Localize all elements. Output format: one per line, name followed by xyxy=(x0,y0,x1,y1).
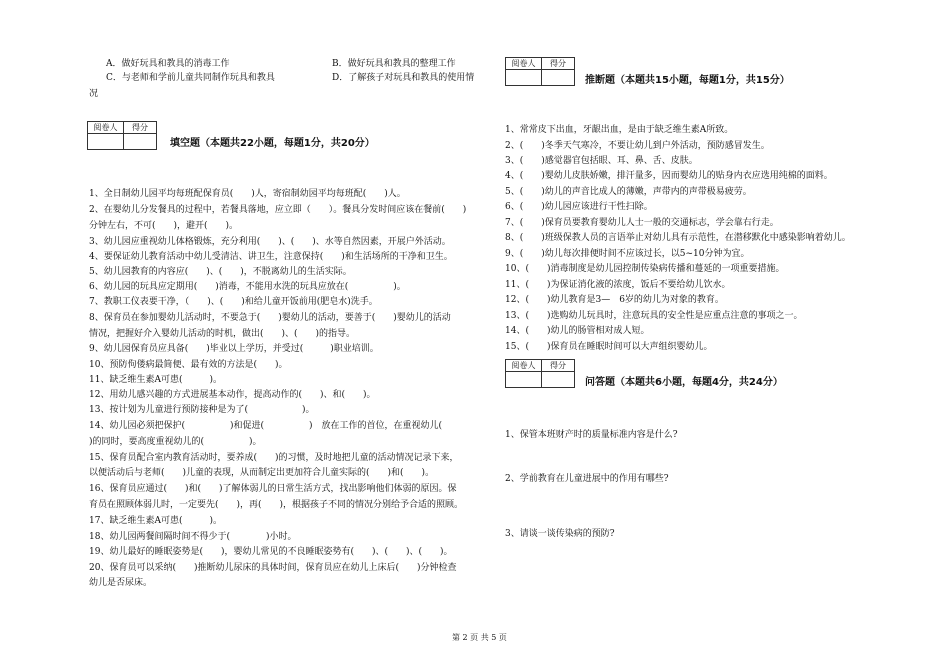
fill-line: 20、保育员可以采纳( )推断幼儿尿床的具体时间，保育员应在幼儿上床后( )分钟检查 xyxy=(89,563,457,573)
fill-line: 11、缺乏维生素A可患( )。 xyxy=(89,375,222,385)
fill-line: 19、幼儿最好的睡眠姿势是( )，婴幼儿常见的不良睡眠姿势有( )、( )、( )。 xyxy=(89,547,453,557)
score-label: 得分 xyxy=(124,122,157,134)
fill-line: 5、幼儿园教育的内容应( )、( )，不脱离幼儿的生活实际。 xyxy=(89,267,352,277)
fill-line: 育员在照顾体弱儿时，一定要先( )，再( )，根据孩子不同的情况分别给予合适的照顾。 xyxy=(89,500,464,510)
fill-line: 14、幼儿园必须把保护( )和促进( ) 放在工作的首位，在重视幼儿( xyxy=(89,421,452,431)
score-box-fill xyxy=(87,121,157,150)
reviewer-cell xyxy=(506,372,542,388)
judge-line: 5、( )幼儿的声音比成人的薄嫩，声带内的声带极易疲劳。 xyxy=(505,187,752,197)
fill-line: 分钟左右，不可( )，避开( )。 xyxy=(89,221,239,231)
score-cell xyxy=(124,134,157,150)
fill-section-title: 填空题（本题共22小题，每题1分，共20分） xyxy=(170,138,375,149)
judge-line: 9、( )幼儿每次排便时间不应该过长，以5~10分钟为宜。 xyxy=(505,249,750,259)
judge-line: 3、( )感觉器官包括眼、耳、鼻、舌、皮肤。 xyxy=(505,156,698,166)
fill-line: 4、要保证幼儿教育活动中幼儿受清洁、讲卫生，注意保持( )和生活场所的干净和卫生。 xyxy=(89,252,453,262)
reviewer-label: 阅卷人 xyxy=(506,58,542,70)
fill-line: 15、保育员配合室内教育活动时，要养成( )的习惯，及时地把儿童的活动情况记录下来， xyxy=(89,453,459,463)
qa-line-3: 3、请谈一谈传染病的预防? xyxy=(505,529,615,539)
judge-line: 15、( )保育员在睡眠时间可以大声组织婴幼儿。 xyxy=(505,342,713,352)
qa-line-2: 2、学前教育在儿童进展中的作用有哪些? xyxy=(505,474,669,484)
fill-line: 3、幼儿园应重视幼儿体格锻炼，充分利用( )、( )、水等自然因素，开展户外活动。 xyxy=(89,237,451,247)
judge-line: 6、( )幼儿园应该进行干性扫除。 xyxy=(505,202,653,212)
option-b: B．做好玩具和教具的整理工作 xyxy=(332,59,456,69)
option-a: A．做好玩具和教具的消毒工作 xyxy=(106,59,230,69)
score-label: 得分 xyxy=(542,360,575,372)
judge-line: 8、( )班级保教人员的言语举止对幼儿具有示范性，在潜移默化中感染影响着幼儿。 xyxy=(505,233,851,243)
reviewer-label: 阅卷人 xyxy=(506,360,542,372)
judge-line: 12、( )幼儿教育是3— 6岁的幼儿为对象的教育。 xyxy=(505,295,724,305)
option-c: C．与老师和学前儿童共同制作玩具和教具 xyxy=(106,73,275,83)
judge-line: 4、( )婴幼儿皮肤娇嫩，排汗量多，因而婴幼儿的贴身内衣应选用纯棉的面料。 xyxy=(505,171,833,181)
fill-line: 18、幼儿园两餐间隔时间不得少于( )小时。 xyxy=(89,532,297,542)
judge-line: 11、( )为保证消化液的浓度，饭后不要给幼儿饮水。 xyxy=(505,280,731,290)
fill-line: 情况，把握好介入婴幼儿活动的时机，做出( )、( )的指导。 xyxy=(89,329,356,339)
score-box-judge xyxy=(505,57,575,86)
score-box-qa xyxy=(505,359,575,388)
reviewer-label: 阅卷人 xyxy=(88,122,124,134)
fill-line: 2、在婴幼儿分发餐具的过程中，若餐具落地，应立即（ ）。餐具分发时间应该在餐前( ) xyxy=(89,205,467,215)
option-d-wrap: 况 xyxy=(89,89,99,99)
fill-line: 12、用幼儿感兴趣的方式进展基本动作，提高动作的( )、和( )。 xyxy=(89,390,376,400)
fill-line: 1、全日制幼儿园平均每班配保育员( )人，寄宿制幼园平均每班配( )人。 xyxy=(89,189,406,199)
score-cell xyxy=(542,372,575,388)
qa-line-1: 1、保管本班财产时的质量标准内容是什么? xyxy=(505,430,678,440)
reviewer-cell xyxy=(506,70,542,86)
fill-line: 13、按计划为儿童进行预防接种是为了( )。 xyxy=(89,405,315,415)
fill-line: 9、幼儿园保育员应具备( )毕业以上学历，并受过( )职业培训。 xyxy=(89,344,379,354)
option-d: D．了解孩子对玩具和教具的使用情 xyxy=(332,73,475,83)
judge-line: 1、常常皮下出血，牙龈出血，是由于缺乏维生素A所致。 xyxy=(505,125,734,135)
fill-line: 7、教职工仪表要干净，（ )、( )和给儿童开饭前用(肥皂水)洗手。 xyxy=(89,297,378,307)
fill-line: 17、缺乏维生素A可患( )。 xyxy=(89,516,222,526)
fill-line: 6、幼儿园的玩具应定期用( )消毒，不能用水洗的玩具应放在( )。 xyxy=(89,282,406,292)
fill-line: 以便活动后与老师( )儿童的表现，从而制定出更加符合儿童实际的( )和( )。 xyxy=(89,468,435,478)
fill-line: 幼儿是否尿床。 xyxy=(89,578,153,588)
judge-line: 2、( )冬季天气寒冷，不要让幼儿到户外活动，预防感冒发生。 xyxy=(505,141,770,151)
judge-line: 7、( )保育员要教育婴幼儿人士一般的交通标志，学会靠右行走。 xyxy=(505,218,779,228)
qa-section-title: 问答题（本题共6小题，每题4分，共24分） xyxy=(585,377,783,388)
judge-section-title: 推断题（本题共15小题，每题1分，共15分） xyxy=(585,75,790,86)
fill-line: 10、预防佝偻病最简便、最有效的方法是( )。 xyxy=(89,360,288,370)
judge-line: 14、( )幼儿的肠管相对成人短。 xyxy=(505,326,650,336)
judge-line: 10、( )消毒制度是幼儿园控制传染病传播和蔓延的一项重要措施。 xyxy=(505,264,785,274)
reviewer-cell xyxy=(88,134,124,150)
judge-line: 13、( )选购幼儿玩具时，注意玩具的安全性是应重点注意的事项之一。 xyxy=(505,311,803,321)
fill-line: )的同时，要高度重视幼儿的( )。 xyxy=(89,437,262,447)
fill-line: 16、保育员应通过( )和( )了解体弱儿的日常生活方式，找出影响他们体弱的原因。保 xyxy=(89,484,457,494)
fill-line: 8、保育员在参加婴幼儿活动时，不要急于( )婴幼儿的活动，要善于( )婴幼儿的活动 xyxy=(89,313,451,323)
page-footer: 第 2 页 共 5 页 xyxy=(452,633,507,642)
score-cell xyxy=(542,70,575,86)
score-label: 得分 xyxy=(542,58,575,70)
